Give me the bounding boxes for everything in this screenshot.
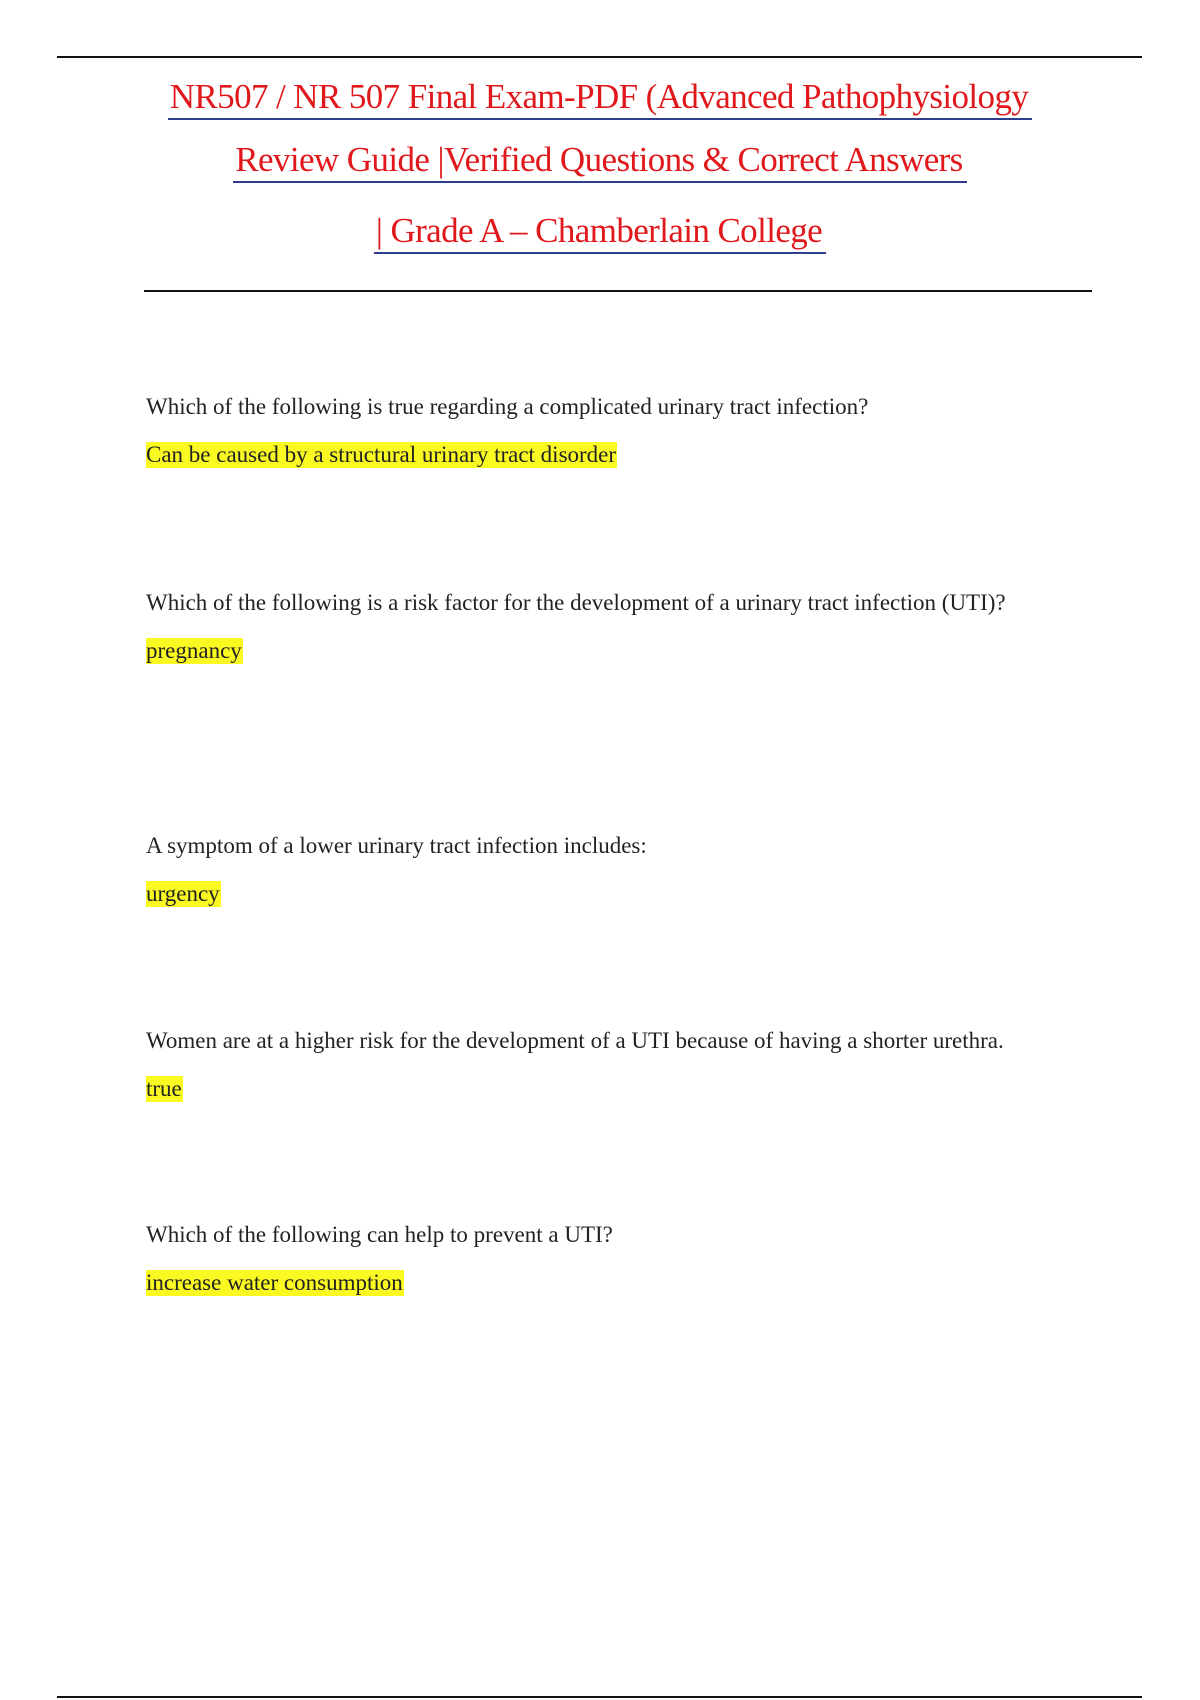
title-line-3-text: | Grade A – Chamberlain College (374, 211, 826, 254)
question-text: A symptom of a lower urinary tract infection includes: (146, 833, 647, 858)
qa-item-3 (146, 831, 1106, 907)
title-line-2-text: Review Guide |Verified Questions & Correct Answers (233, 140, 966, 183)
answer (146, 637, 1106, 664)
question-text: Which of the following is true regarding a complicated urinary tract infection? (146, 394, 869, 419)
top-rule (57, 56, 1142, 58)
qa-item-4 (146, 1026, 1106, 1102)
title-line-2 (0, 140, 1200, 180)
answer (146, 441, 1106, 468)
document-title (0, 70, 1200, 251)
bottom-rule (57, 1696, 1142, 1698)
answer (146, 880, 1106, 907)
qa-item-2 (146, 588, 1106, 664)
title-divider (144, 290, 1092, 292)
answer (146, 1269, 1106, 1296)
question-text: Which of the following can help to prevent a UTI? (146, 1222, 613, 1247)
answer-highlight: urgency (146, 881, 220, 906)
title-line-1 (0, 77, 1200, 117)
answer-highlight: true (146, 1076, 182, 1101)
answer-highlight: Can be caused by a structural urinary tract disorder (146, 442, 617, 467)
title-line-1-text: NR507 / NR 507 Final Exam-PDF (Advanced Pathophysiology (168, 77, 1033, 120)
answer-highlight: pregnancy (146, 638, 242, 663)
answer-highlight: increase water consumption (146, 1270, 403, 1295)
question-text: Which of the following is a risk factor for the development of a urinary tract infection (UTI)? (146, 590, 1006, 615)
answer (146, 1075, 1106, 1102)
title-line-3 (0, 211, 1200, 251)
qa-item-1 (146, 392, 1106, 468)
question-text: Women are at a higher risk for the development of a UTI because of having a shorter urethra. (146, 1028, 1004, 1053)
qa-item-5 (146, 1220, 1106, 1296)
